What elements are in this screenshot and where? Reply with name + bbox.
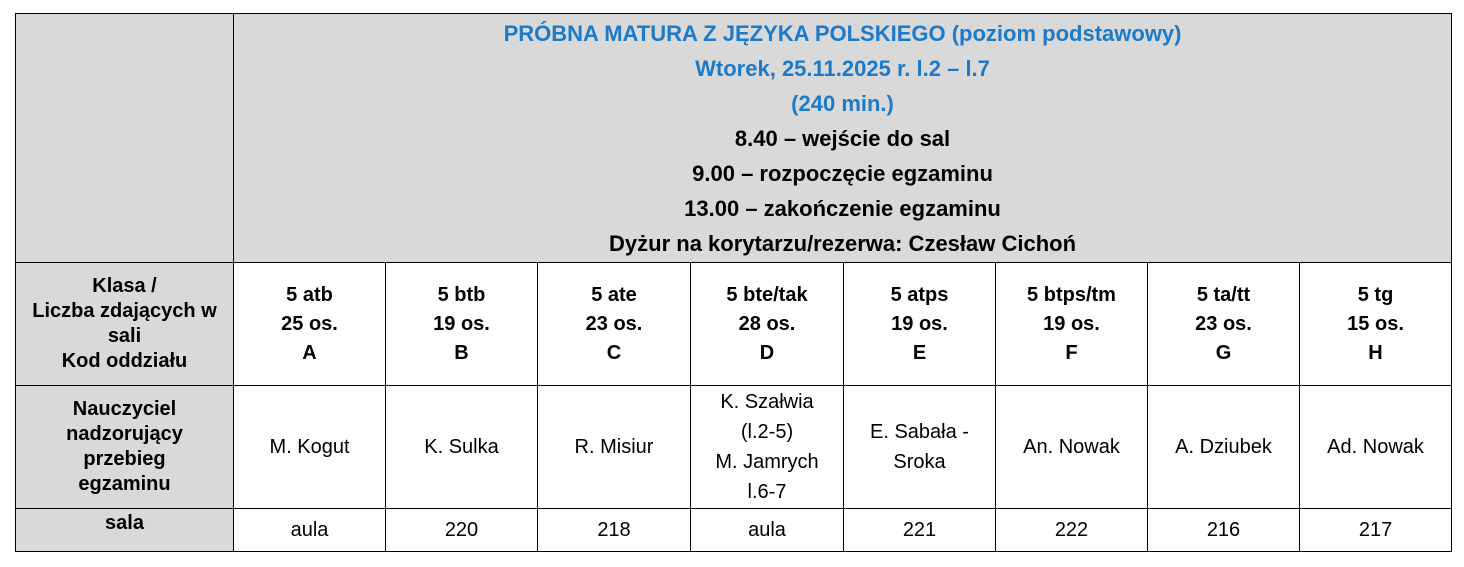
student-count: 19 os.: [1043, 312, 1100, 335]
class-code: C: [606, 341, 622, 364]
room-cell-h: 217: [1300, 509, 1452, 552]
class-cell-f: [996, 263, 1148, 386]
end-time: 13.00 – zakończenie egzaminu: [684, 195, 1001, 221]
teacher-cell-e: [844, 386, 996, 509]
student-count: 19 os.: [433, 312, 490, 335]
class-code: D: [759, 341, 775, 364]
room-cell-b: 220: [386, 509, 538, 552]
class-name: 5 atb: [286, 283, 333, 306]
student-count: 23 os.: [1195, 312, 1252, 335]
exam-duration: (240 min.): [791, 90, 894, 116]
empty-corner-cell: [16, 14, 234, 263]
teacher-name: E. Sabała -: [870, 421, 969, 443]
exam-date: Wtorek, 25.11.2025 r. l.2 – l.7: [695, 55, 990, 81]
teacher-cell-h: [1300, 386, 1452, 509]
teacher-name: An. Nowak: [1023, 436, 1120, 458]
exam-title: PRÓBNA MATURA Z JĘZYKA POLSKIEGO (poziom podstawowy): [503, 20, 1182, 46]
teacher-hours: (l.2-5): [740, 421, 794, 443]
teacher-name: M. Kogut: [269, 436, 350, 458]
room-row: [16, 509, 1452, 552]
room-cell-f: 222: [996, 509, 1148, 552]
class-code: G: [1215, 341, 1232, 364]
hallway-duty: Dyżur na korytarzu/rezerwa: Czesław Cichoń: [609, 230, 1077, 256]
class-code: E: [912, 341, 927, 364]
room-cell-a: aula: [234, 509, 386, 552]
teacher-name: K. Sulka: [424, 436, 499, 458]
header-row: [16, 14, 1452, 263]
room-cell-c: 218: [538, 509, 691, 552]
teacher-cell-g: [1148, 386, 1300, 509]
class-name: 5 bte/tak: [726, 283, 808, 306]
class-cell-e: [844, 263, 996, 386]
class-name: 5 atps: [890, 283, 949, 306]
class-cell-a: [234, 263, 386, 386]
teacher-name: K. Szałwia: [720, 391, 814, 413]
class-code: A: [302, 341, 317, 364]
class-cell-c: [538, 263, 691, 386]
teacher-hours: l.6-7: [747, 481, 787, 503]
room-cell-d: aula: [691, 509, 844, 552]
teacher-name: A. Dziubek: [1175, 436, 1272, 458]
teacher-cell-c: [538, 386, 691, 509]
teacher-name: R. Misiur: [574, 436, 654, 458]
teacher-row: [16, 386, 1452, 509]
teacher-row-label: Nauczyciel nadzorujący przebieg egzaminu: [16, 386, 234, 509]
teacher-cell-b: [386, 386, 538, 509]
entry-time: 8.40 – wejście do sal: [734, 125, 951, 151]
room-row-label: sala: [16, 509, 234, 552]
class-code: H: [1368, 341, 1383, 364]
student-count: 25 os.: [281, 312, 338, 335]
room-cell-e: 221: [844, 509, 996, 552]
student-count: 28 os.: [738, 312, 796, 335]
teacher-cell-a: [234, 386, 386, 509]
start-time: 9.00 – rozpoczęcie egzaminu: [692, 160, 993, 186]
class-code: F: [1065, 341, 1078, 364]
teacher-cell-f: [996, 386, 1148, 509]
student-count: 15 os.: [1347, 312, 1404, 335]
student-count: 23 os.: [585, 312, 643, 335]
teacher-name: M. Jamrych: [715, 451, 819, 473]
class-row-label: Klasa / Liczba zdających w sali Kod oddziału: [16, 263, 234, 386]
room-cell-g: 216: [1148, 509, 1300, 552]
student-count: 19 os.: [891, 312, 948, 335]
teacher-name: Ad. Nowak: [1327, 436, 1424, 458]
teacher-name: Sroka: [893, 451, 946, 473]
class-name: 5 btps/tm: [1027, 283, 1116, 306]
class-row: [16, 263, 1452, 386]
class-code: B: [454, 341, 469, 364]
class-cell-g: [1148, 263, 1300, 386]
class-name: 5 btb: [437, 283, 486, 306]
class-name: 5 tg: [1357, 283, 1394, 306]
teacher-cell-d: [691, 386, 844, 509]
class-cell-b: [386, 263, 538, 386]
exam-info-header: [234, 14, 1452, 263]
class-name: 5 ta/tt: [1196, 283, 1251, 306]
exam-schedule-table: [15, 13, 1452, 552]
class-name: 5 ate: [591, 283, 637, 306]
class-cell-h: [1300, 263, 1452, 386]
class-cell-d: [691, 263, 844, 386]
